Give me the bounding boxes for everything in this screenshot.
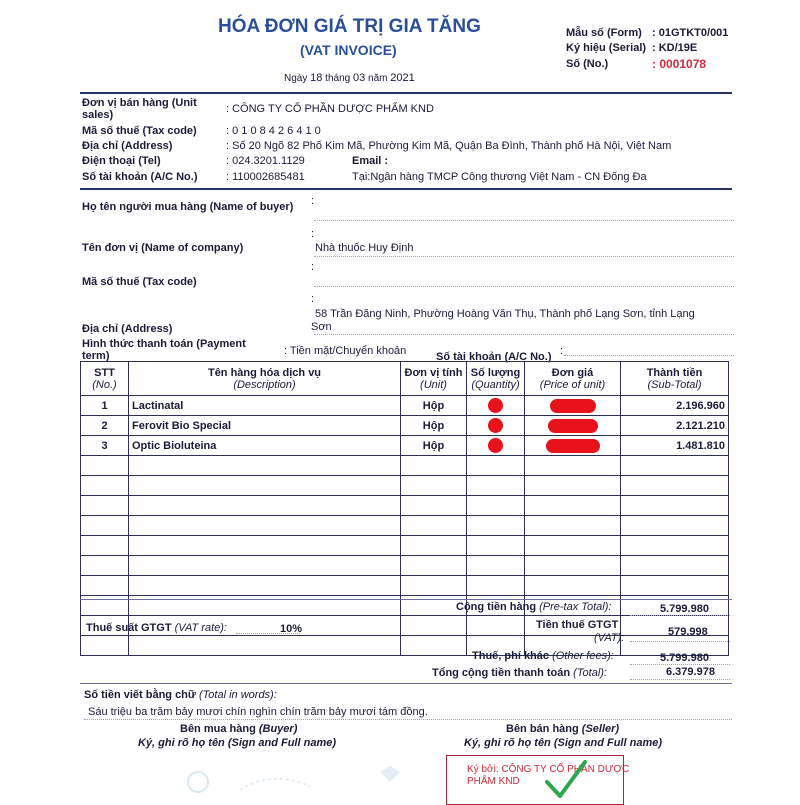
decorative-watermark-icons [180,760,440,800]
row-no: 3 [81,436,129,456]
table-row-empty [81,556,729,576]
pretax-total-label: Cộng tiền hàng (Pre-tax Total): [456,601,612,613]
empty-cell [81,556,129,576]
empty-cell [525,536,621,556]
seller-unit-label: Đơn vị bán hàng (Unit sales) [82,97,197,121]
buyer-sign-sub: Ký, ghi rõ họ tên (Sign and Full name) [138,737,336,749]
seller-divider [80,188,732,190]
buyer-account-line [564,355,734,356]
vat-amount-value: 579.998 [668,626,708,638]
buyer-company-colon: : [311,228,315,240]
row-no: 2 [81,416,129,436]
row-no: 1 [81,396,129,416]
buyer-tax-colon: : [311,261,315,273]
empty-cell [525,576,621,596]
empty-cell [467,476,525,496]
empty-cell [401,616,467,636]
signed-by-line2: PHẨM KND [467,776,520,787]
empty-cell [129,516,401,536]
words-value: Sáu triệu ba trăm bảy mươi chín nghìn chín trăm bảy mươi tám đồng. [88,706,428,718]
row-subtotal: 1.481.810 [621,436,729,456]
row-description: Optic Bioluteina [129,436,401,456]
totals-divider [80,599,732,600]
buyer-name-line [314,220,734,221]
empty-cell [525,516,621,536]
row-unit: Hộp [401,396,467,416]
checkmark-icon [543,758,589,800]
table-row-empty [81,516,729,536]
buyer-address-value-1: 58 Trần Đăng Ninh, Phường Hoàng Văn Thụ, Thành phố Lạng Sơn, tỉnh Lạng [315,308,695,320]
seller-bank-value: Tại:Ngân hàng TMCP Công thương Việt Nam - CN Đống Đa [352,171,647,183]
empty-cell [129,576,401,596]
buyer-address-value-2: Sơn [311,321,332,333]
seller-tax-value: : 0 1 0 8 4 2 6 4 1 0 [226,125,321,137]
row-quantity-redacted [467,416,525,436]
buyer-address-colon: : [311,293,315,305]
buyer-address-line [314,334,734,335]
watermark-path-icon [240,779,310,790]
empty-cell [467,456,525,476]
vat-rate-value: 10% [280,623,303,635]
empty-cell [129,556,401,576]
invoice-no-label: Số (No.) [566,58,609,70]
empty-cell [525,476,621,496]
invoice-title: HÓA ĐƠN GIÁ TRỊ GIA TĂNG [218,16,481,37]
empty-cell [401,456,467,476]
empty-cell [81,536,129,556]
empty-cell [621,576,729,596]
other-fees-label: Thuế, phí khác (Other fees): [472,650,614,662]
table-header-row [81,362,729,396]
buyer-account-label: Số tài khoản (A/C No.) [436,351,552,363]
row-subtotal: 2.121.210 [621,416,729,436]
row-price-redacted [525,396,621,416]
buyer-account-colon: : [560,345,564,357]
empty-cell [81,456,129,476]
empty-cell [621,536,729,556]
table-row [81,416,729,436]
buyer-tax-line [314,286,734,287]
empty-cell [401,476,467,496]
items-table [80,361,729,656]
seller-sign-title: Bên bán hàng (Seller) [506,723,620,735]
empty-cell [621,456,729,476]
col-header-unit: Đơn vị tính (Unit) [401,362,467,396]
watermark-circle-icon [188,772,208,792]
invoice-date: Ngày 18 tháng 03 năm 2021 [284,72,415,84]
empty-cell [467,576,525,596]
vat-amount-label: Tiền thuế GTGT [536,619,619,631]
grand-total-value: 6.379.978 [666,666,715,678]
form-value: : 01GTKT0/001 [652,27,729,39]
empty-cell [129,636,401,656]
col-header-quantity: Số lượng (Quantity) [467,362,525,396]
table-row-empty [81,456,729,476]
empty-cell [401,536,467,556]
row-quantity-redacted [467,396,525,416]
digital-signature-seal [446,755,630,805]
header-divider [80,92,732,94]
other-fees-value: 5.799.980 [660,652,709,664]
seller-account-label: Số tài khoản (A/C No.) [82,171,198,183]
watermark-plane-icon [380,766,400,782]
empty-cell [621,496,729,516]
seller-sign-sub: Ký, ghi rõ họ tên (Sign and Full name) [464,737,662,749]
pretax-line [630,615,730,616]
row-description: Ferovit Bio Special [129,416,401,436]
row-price-redacted [525,416,621,436]
pretax-total-value: 5.799.980 [660,603,709,615]
seller-address-value: : Số 20 Ngõ 82 Phố Kim Mã, Phường Kim Mã, Quận Ba Đình, Thành phố Hà Nội, Việt Nam [226,140,672,152]
seller-phone-value: : 024.3201.1129 [226,155,305,167]
seller-address-label: Địa chỉ (Address) [82,140,173,152]
table-row-empty [81,536,729,556]
empty-cell [401,576,467,596]
seller-account-value: : 110002685481 [226,171,305,183]
row-unit: Hộp [401,436,467,456]
words-label: Số tiền viết bằng chữ (Total in words): [84,689,277,701]
empty-cell [401,556,467,576]
seller-tax-label: Mã số thuế (Tax code) [82,125,197,137]
buyer-address-label: Địa chỉ (Address) [82,323,173,335]
table-row [81,436,729,456]
empty-cell [129,536,401,556]
seller-unit-value: : CÔNG TY CỔ PHẦN DƯỢC PHẨM KND [226,103,434,115]
buyer-company-line [314,256,734,257]
buyer-company-label: Tên đơn vị (Name of company) [82,242,244,254]
buyer-tax-label: Mã số thuế (Tax code) [82,276,197,288]
invoice-no-value: : 0001078 [652,57,707,71]
col-header-description: Tên hàng hóa dịch vụ (Description) [129,362,401,396]
payment-value: : Tiền mặt/Chuyển khoản [284,345,407,357]
buyer-company-value: Nhà thuốc Huy Định [315,242,414,254]
table-row [81,396,729,416]
grand-total-label: Tổng cộng tiền thanh toán (Total): [432,667,607,679]
empty-cell [525,556,621,576]
empty-cell [401,636,467,656]
words-line [84,719,732,720]
empty-cell [81,496,129,516]
empty-cell [129,456,401,476]
table-row-empty [81,636,729,656]
payment-label: Hình thức thanh toán (Payment term) [82,338,246,362]
vat-amount-label-en: (VAT): [594,632,625,644]
buyer-name-colon: : [311,195,315,207]
invoice-subtitle: (VAT INVOICE) [300,42,397,58]
row-quantity-redacted [467,436,525,456]
empty-cell [621,476,729,496]
form-label: Mẫu số (Form) [566,27,642,39]
empty-cell [81,516,129,536]
empty-cell [401,516,467,536]
row-price-redacted [525,436,621,456]
table-row-empty [81,476,729,496]
empty-cell [621,516,729,536]
col-header-no: STT (No.) [81,362,129,396]
seller-email-label: Email : [352,155,389,167]
empty-cell [81,636,129,656]
empty-cell [467,616,525,636]
col-header-subtotal: Thành tiền (Sub-Total) [621,362,729,396]
table-row-empty [81,496,729,516]
seller-phone-label: Điện thoại (Tel) [82,155,161,167]
empty-cell [129,496,401,516]
empty-cell [467,516,525,536]
signed-by-line1: Ký bởi: CÔNG TY CỔ PHẦN DƯỢC [467,764,630,775]
vat-amount-line [630,641,730,642]
col-header-price: Đơn giá (Price of unit) [525,362,621,396]
empty-cell [467,556,525,576]
vat-rate-line [236,633,300,634]
row-unit: Hộp [401,416,467,436]
table-row-empty [81,576,729,596]
buyer-sign-title: Bên mua hàng (Buyer) [180,723,298,735]
totals-bottom-divider [80,683,732,684]
buyer-name-label: Họ tên người mua hàng (Name of buyer) [82,201,294,213]
empty-cell [81,476,129,496]
other-fees-line [630,664,730,665]
empty-cell [525,456,621,476]
vat-rate-label: Thuế suất GTGT (VAT rate): [86,622,227,634]
row-subtotal: 2.196.960 [621,396,729,416]
empty-cell [401,496,467,516]
empty-cell [467,536,525,556]
empty-cell [621,556,729,576]
empty-cell [467,496,525,516]
empty-cell [525,496,621,516]
empty-cell [81,576,129,596]
serial-value: : KD/19E [652,42,698,54]
row-description: Lactinatal [129,396,401,416]
grand-total-line [630,679,730,680]
empty-cell [129,476,401,496]
serial-label: Ký hiệu (Serial) [566,42,647,54]
